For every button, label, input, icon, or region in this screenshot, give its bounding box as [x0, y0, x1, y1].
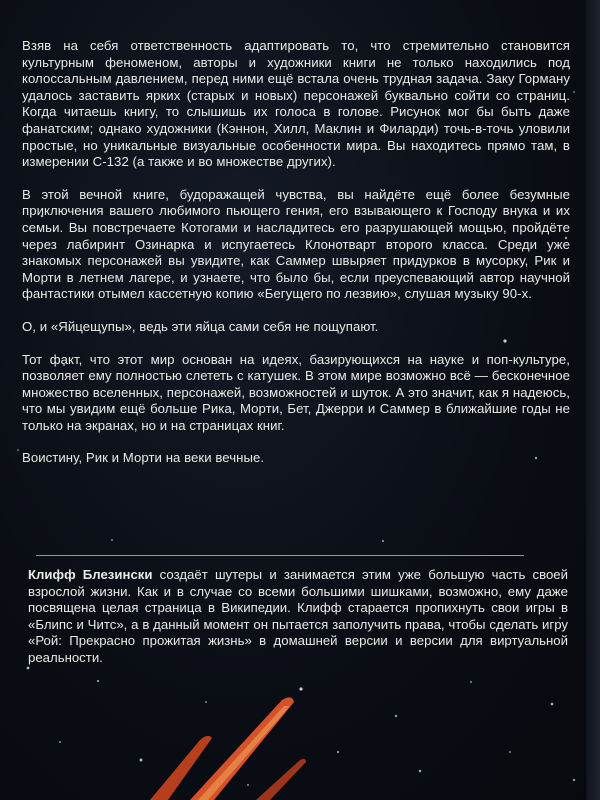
paragraph-closing: Воистину, Рик и Морти на веки вечные. — [22, 450, 265, 466]
section-divider — [36, 555, 524, 556]
page-edge — [586, 0, 600, 800]
foreword-text — [22, 38, 570, 483]
paragraph-adaptation: Взяв на себя ответственность адаптировать то, что стремительно становится культурным феноменом, авторы и художники книги не только находились под колоссальным давлением, перед ними ещё встала очень трудная задача. Заку Горману удалось заставить ярких (старых и новых) персонажей буквально сойти со страниц. Когда читаешь книгу, то слышишь их голоса в голове. Рисунок мог бы быть даже фанатским; однако художники (Кэннон, Хилл, Маклин и Филарди) точь-в-точь уловили простые, но уникальные визуальные особенности мира. Вы находитесь прямо там, в измерении С-132 (а также и во множестве других). — [22, 38, 570, 170]
author-bio-text: создаёт шутеры и занимается этим уже большую часть своей взрослой жизни. Как и в случае со всеми большими шишками, возможно, ему даже посвящена целая страница в Википедии. Клифф старается пропихнуть свои игры в «Блипс и Читс», а в данный момент он пытается заполучить права, чтобы сделать игру «Рой: Прекрасно прожитая жизнь» в домашней версии и версии для виртуальной реальности. — [28, 567, 568, 665]
author-bio — [28, 567, 568, 667]
paragraph-adventures: В этой вечной книге, будоражащей чувства, вы найдёте ещё более безумные приключения вашего любимого пьющего гения, его взывающего к Господу внука и их семьи. Вы повстречаете Котогами и насладитесь его разрушающей мощью, пройдёте через лабиринт Озинарка и испугаетесь Клонотварт второго класса. Среди уже знакомых персонажей вы увидите, как Саммер швыряет придурков в мусорку, Рик и Морти в летнем лагере, и узнаете, что было бы, если преуспевающий автор научной фантастики отымел кассетную копию «Бегущего по лезвию», слушая музыку 90-х. — [22, 186, 570, 302]
paragraph-world: Тот факт, что этот мир основан на идеях, базирующихся на науке и поп-культуре, позволяет ему полностью слететь с катушек. В этом мире возможно всё — бесконечное множество вселенных, персонажей, возможностей и шуток. А это значит, как я надеюсь, что мы увидим ещё больше Рика, Морти, Бет, Джерри и Саммер в ближайшие годы не только на экранах, но и на страницах книг. — [22, 351, 570, 433]
paragraph-eggs: О, и «Яйцещупы», ведь эти яйца сами себя не пощупают. — [22, 318, 379, 334]
author-name: Клифф Блезински — [28, 567, 153, 582]
